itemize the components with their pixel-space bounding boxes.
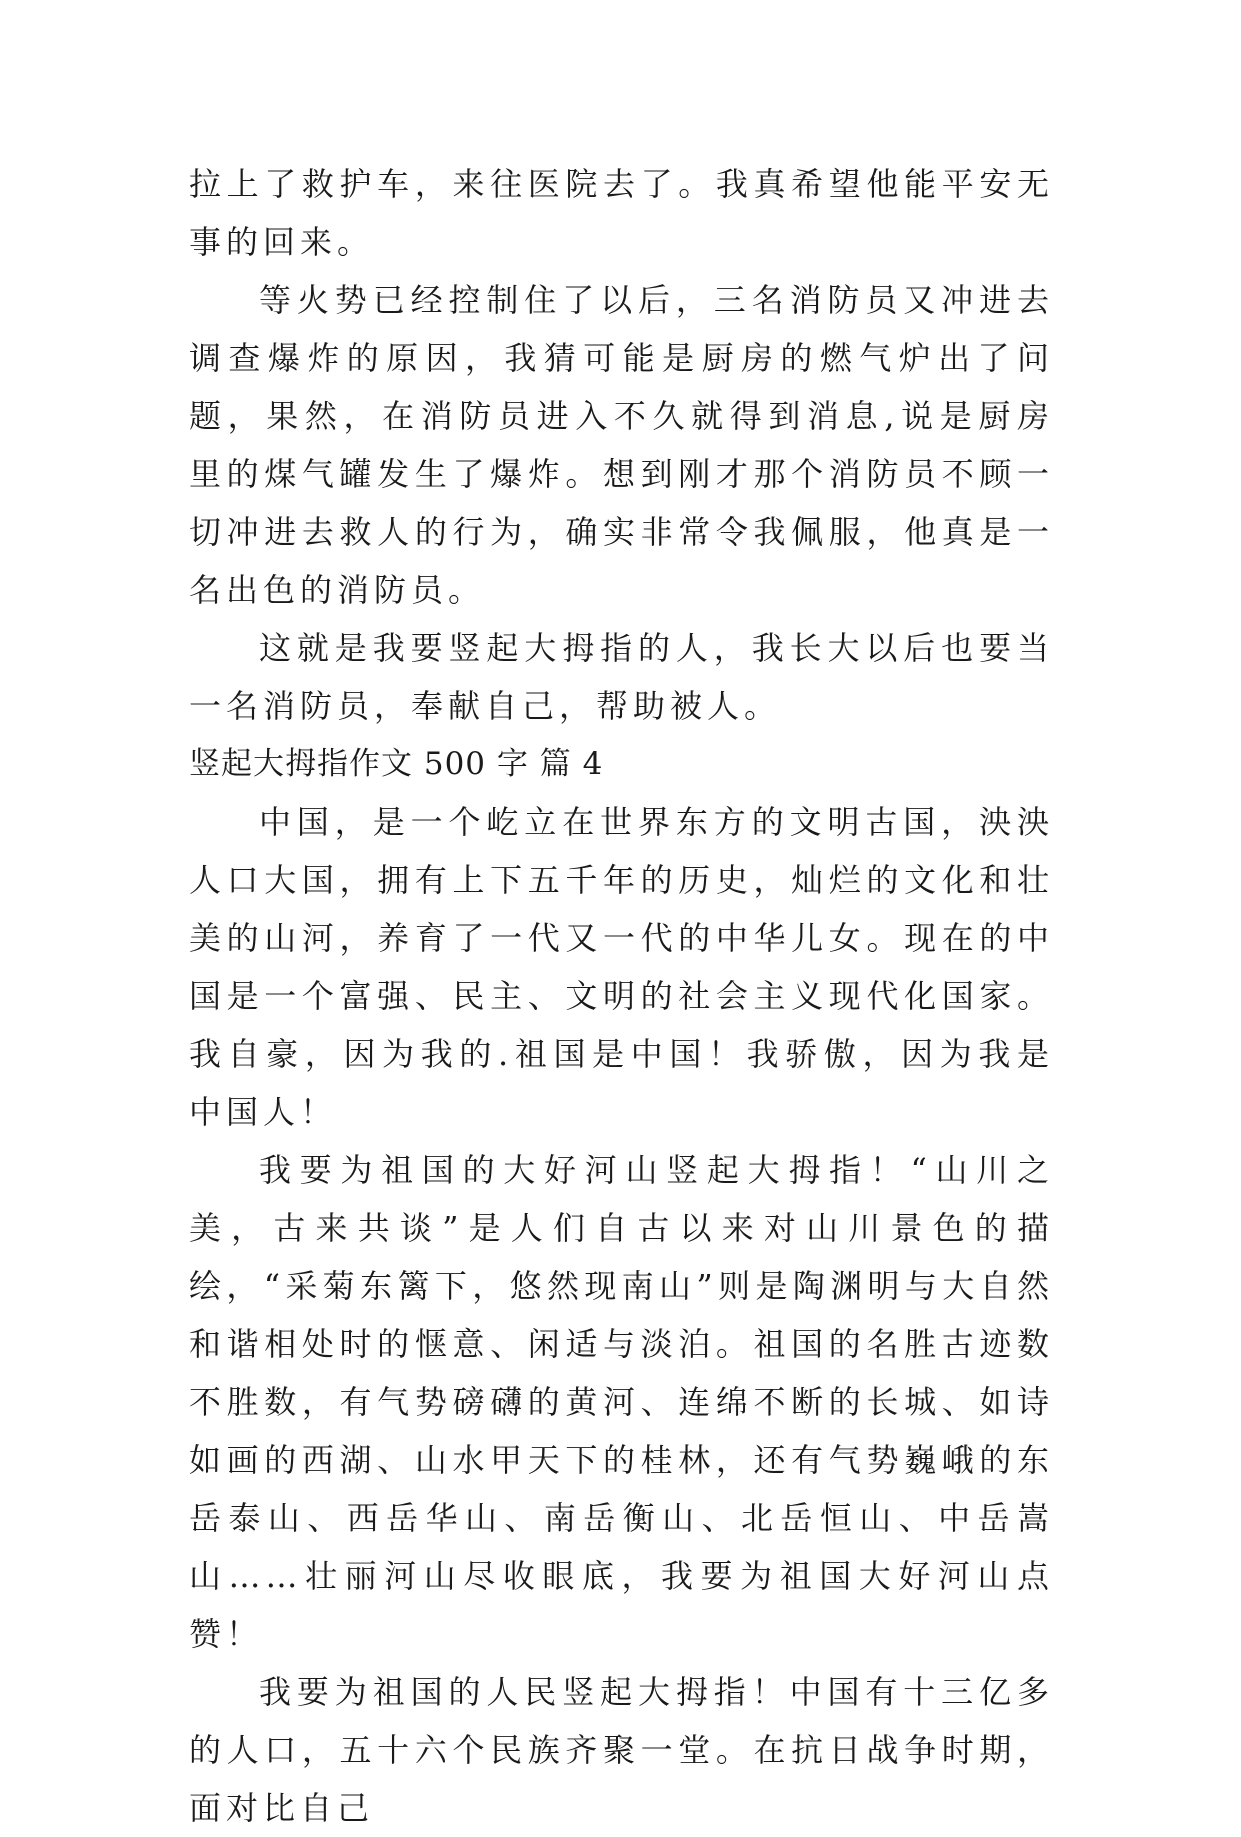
section-heading: 竖起大拇指作文 500 字 篇 4 — [189, 746, 604, 782]
paragraph-3: 这就是我要竖起大拇指的人，我长大以后也要当一名消防员，奉献自己，帮助被人。 — [189, 629, 1054, 725]
paragraph-4: 中国，是一个屹立在世界东方的文明古国，泱泱人口大国，拥有上下五千年的历史，灿烂的文化和壮美的山河，养育了一代又一代的中华儿女。现在的中国是一个富强、民主、文明的社会主义现代化国家。我自豪，因为我的.祖国是中国！我骄傲，因为我是中国人！ — [189, 803, 1054, 1131]
paragraph-1: 拉上了救护车，来往医院去了。我真希望他能平安无事的回来。 — [189, 165, 1054, 261]
paragraph-2: 等火势已经控制住了以后，三名消防员又冲进去调查爆炸的原因，我猜可能是厨房的燃气炉出了问题，果然，在消防员进入不久就得到消息,说是厨房里的煤气罐发生了爆炸。想到刚才那个消防员不顾一切冲进去救人的行为，确实非常令我佩服，他真是一名出色的消防员。 — [189, 281, 1054, 609]
document-body — [189, 155, 1054, 1837]
paragraph-6: 我要为祖国的人民竖起大拇指！中国有十三亿多的人口，五十六个民族齐聚一堂。在抗日战争时期，面对比自己 — [189, 1673, 1054, 1827]
paragraph-5: 我要为祖国的大好河山竖起大拇指！“山川之美，古来共谈”是人们自古以来对山川景色的描绘，“采菊东篱下，悠然现南山”则是陶渊明与大自然和谐相处时的惬意、闲适与淡泊。祖国的名胜古迹数不胜数，有气势磅礴的黄河、连绵不断的长城、如诗如画的西湖、山水甲天下的桂林，还有气势巍峨的东岳泰山、西岳华山、南岳衡山、北岳恒山、中岳嵩山……壮丽河山尽收眼底，我要为祖国大好河山点赞！ — [189, 1151, 1054, 1653]
